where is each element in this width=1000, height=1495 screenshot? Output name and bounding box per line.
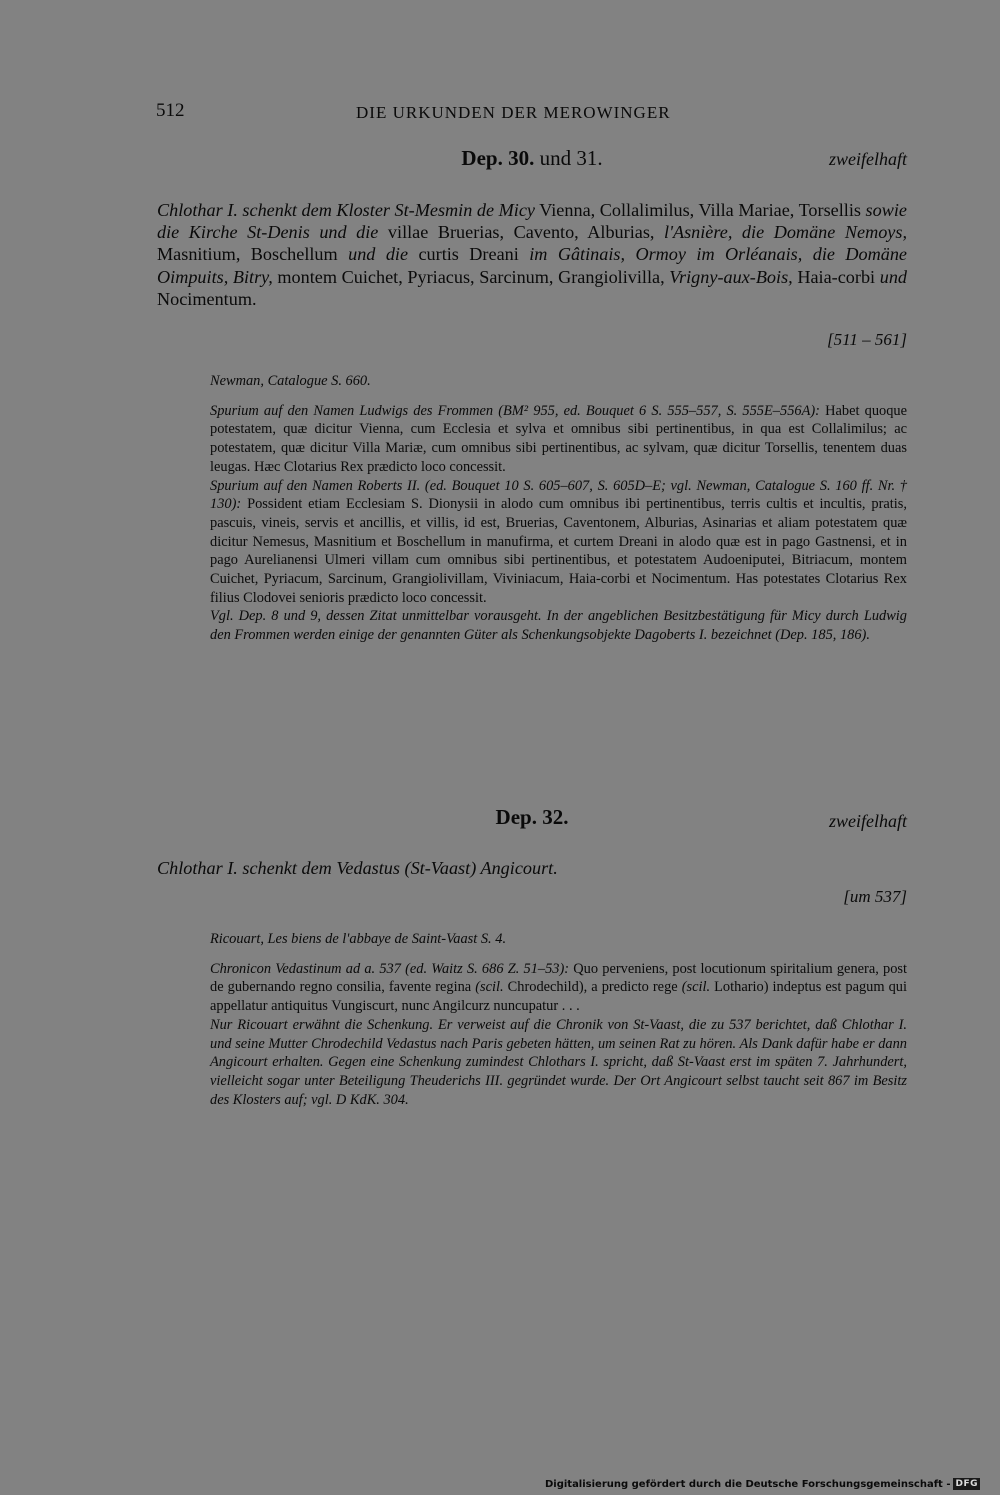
text-segment: Nocimentum. (157, 288, 257, 309)
dfg-logo: DFG (955, 1479, 978, 1489)
text-segment: (scil. (681, 979, 711, 996)
note-paragraph (210, 1016, 907, 1110)
text-segment: (scil. (475, 979, 504, 996)
note-paragraph (210, 960, 907, 1016)
text-segment: und (879, 266, 908, 287)
text-segment: sowie die Kirche St-Denis und die (157, 200, 907, 243)
text-segment: montem Cuichet, Pyriacus, Sarcinum, Grangiolivilla, (272, 266, 670, 287)
note-paragraph (210, 402, 907, 477)
running-title: DIE URKUNDEN DER MEROWINGER (356, 103, 671, 122)
text-segment: villae Bruerias, Cavento, Alburias, (378, 222, 665, 243)
text-segment: im Gâtinais, Ormoy im Orléanais, die Domäne Oimpuits, Bitry, (157, 244, 907, 287)
literature-reference: Newman, Catalogue S. 660. (210, 373, 371, 389)
text-segment: Habet quoque potestatem, quæ dicitur Vienna, cum Ecclesia et sylva et omnibus sibi pertinentibus, in qua est Collalimilus; ac potestatem, quæ dicitur Villa Mariæ, cum omnibus sibi pertinentibus, ac sylvam, quæ dicitur Torsellis, tenentem duas leugas. Hæc Clotarius Rex prædicto loco concessit. (210, 402, 908, 475)
text-segment: Chlothar I. schenkt dem Vedastus (St-Vaast) Angicourt. (157, 858, 558, 878)
footer-text: Digitalisierung gefördert durch die Deutsche Forschungsgemeinschaft - (544, 1478, 951, 1490)
text-segment: Vgl. Dep. 8 und 9, dessen Zitat unmittelbar vorausgeht. In der angeblichen Besitzbestätigung für Micy durch Ludwig den Frommen werden einige der genannten Güter als Schenkungsobjekte Dagoberts I. bezeichnet (Dep. 185, 186). (210, 608, 907, 644)
note-paragraph (210, 607, 907, 644)
text-segment: Quo perveniens, post locutionum spiritalium genera, post de gubernando regno consilia, favente regina (210, 960, 907, 996)
entry-regest (157, 199, 907, 310)
entry-number: Dep. 32. (495, 805, 569, 829)
text-segment: Masnitium, Boschellum (157, 244, 349, 265)
entry-number: Dep. 30. und 31. (461, 146, 603, 170)
literature-reference: Ricouart, Les biens de l'abbaye de Saint-Vaast S. 4. (210, 931, 507, 947)
text-segment: Spurium auf den Namen Ludwigs des Frommen (BM² 955, ed. Bouquet 6 S. 555–557, S. 555E–556A): (210, 402, 820, 419)
text-segment: Chronicon Vedastinum ad a. 537 (ed. Waitz S. 686 Z. 51–53): (210, 960, 570, 977)
entry-regest (157, 857, 907, 879)
note-paragraph (210, 477, 907, 608)
text-segment: Vrigny-aux-Bois, (669, 266, 793, 287)
text-segment: Vienna, Collalimilus, Villa Mariae, Torsellis (534, 200, 866, 220)
text-segment: curtis Dreani (408, 244, 530, 265)
entry-date: [511 – 561] (827, 330, 907, 349)
text-segment: Haia-corbi (792, 266, 880, 287)
entry-status: zweifelhaft (829, 149, 907, 169)
entry-date: [um 537] (843, 887, 907, 906)
entry-notes (210, 372, 907, 645)
entry-header (157, 146, 907, 176)
text-segment: Possident etiam Ecclesiam S. Dionysii in alodo cum omnibus ibi pertinentibus, terris cultis et incultis, pratis, pascuis, vineis, servis et ancillis, et villis, id est, Bruerias, Caventonem, Alburias, Asinarias et aliam potestatem quæ dicitur Nemesus, Masnitium et Boschellum in manufirma, et curtem Dreani in alodo quæ est in pago Gastnensi, et in pago Aurelianensi Ulmeri villam cum omnibus sibi pertinentibus, et potestatem Audoeniputei, Bitriacum, montem Cuichet, Pyriacum, Sarcinum, Grangiolivillam, Viviniacum, Haia-corbi et Nocimentum. Has potestates Clotarius Rex filius Clodovei senioris prædicto loco concessit. (210, 496, 907, 606)
text-segment: Chrodechild), a predicto rege (503, 979, 682, 996)
text-segment: l'Asnière, die Domäne Nemoys, (664, 222, 907, 243)
entry-header (157, 805, 907, 835)
entry-notes (210, 930, 907, 1109)
text-segment: und die (348, 244, 409, 265)
text-segment: Lothario) indeptus est pagum qui appellatur antiquitus Vungiscurt, nunc Angilcurz nuncupatur . . . (210, 979, 907, 1015)
text-segment: Spurium auf den Namen Roberts II. (ed. Bouquet 10 S. 605–607, S. 605D–E; vgl. Newman, Catalogue S. 160 ff. Nr. † 130): (210, 477, 907, 513)
entry-status: zweifelhaft (829, 811, 907, 831)
text-segment: Chlothar I. schenkt dem Kloster St-Mesmin de Micy (157, 200, 535, 220)
footer-credit (545, 1478, 980, 1490)
page-number: 512 (156, 100, 185, 121)
text-segment: Nur Ricouart erwähnt die Schenkung. Er verweist auf die Chronik von St-Vaast, die zu 537 berichtet, daß Chlothar I. und seine Mutter Chrodechild Vedastus nach Paris gebeten hätten, um seinen Rat zu hören. Als Dank dafür habe er dann Angicourt erhalten. Gegen eine Schenkung zumindest Chlothars I. spricht, daß St-Vaast erst im späten 7. Jahrhundert, vielleicht sogar unter Beteiligung Theuderichs III. gegründet wurde. Der Ort Angicourt selbst taucht seit 867 im Besitz des Klosters auf; vgl. D KdK. 304. (210, 1016, 907, 1108)
